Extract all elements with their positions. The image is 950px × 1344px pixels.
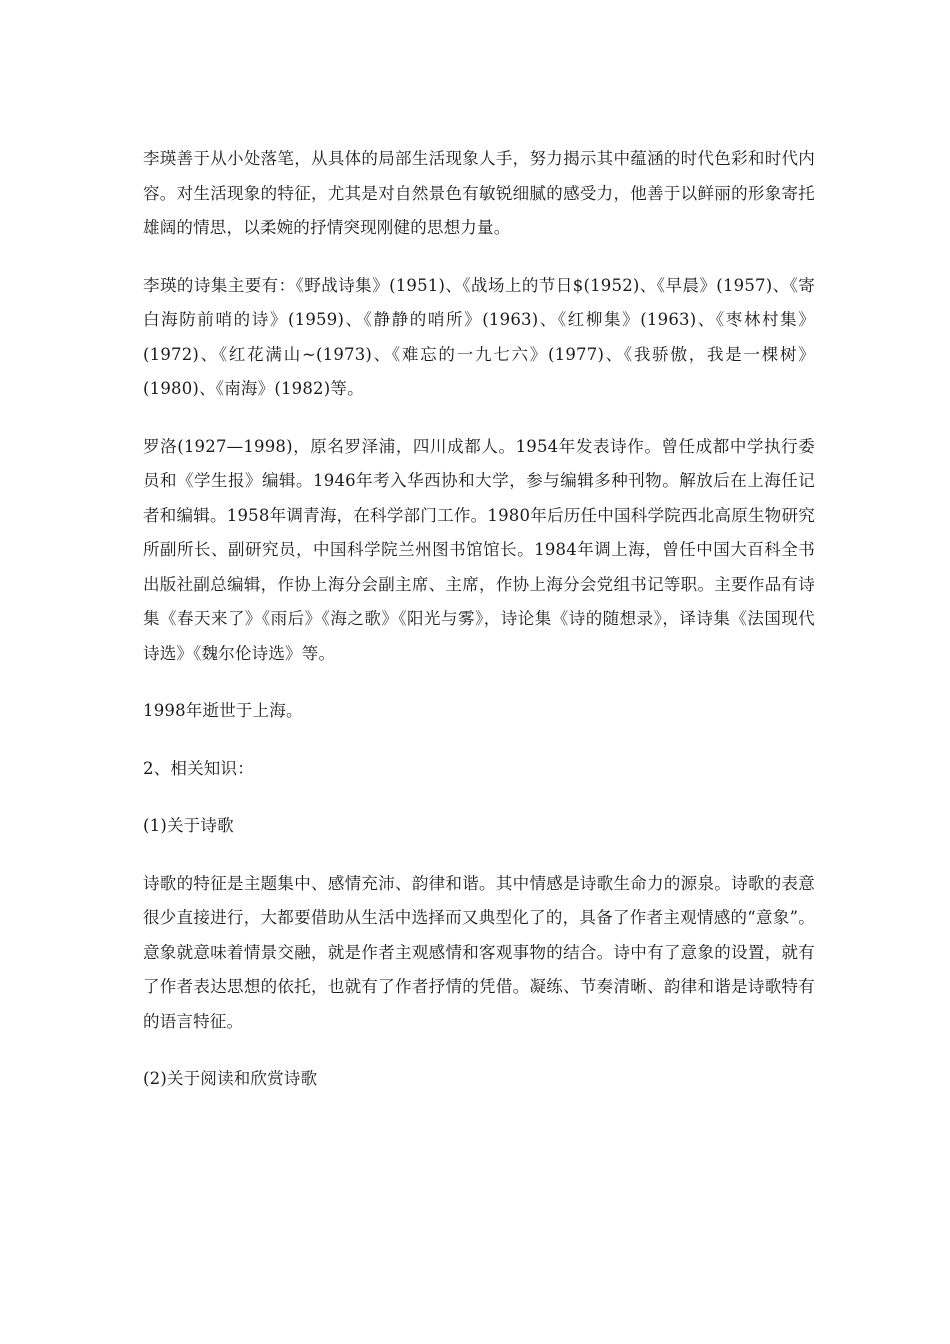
subheading-reading-poetry: (2)关于阅读和欣赏诗歌 — [143, 1069, 318, 1088]
section-heading-related-knowledge: 2、相关知识： — [143, 758, 254, 778]
paragraph-liying-style: 李瑛善于从小处落笔，从具体的局部生活现象人手，努力揭示其中蕴涵的时代色彩和时代内容。对生活现象的特征，尤其是对自然景色有敏锐细腻的感受力，他善于以鲜丽的形象寄托雄阔的情思，以柔婉的抒情突现刚健的思想力量。 — [143, 149, 815, 237]
paragraph-poetry-features: 诗歌的特征是主题集中、感情充沛、韵律和谐。其中情感是诗歌生命力的源泉。诗歌的表意很少直接进行，大都要借助从生活中选择而又典型化了的，具备了作者主观情感的“意象”。意象就意味着情景交融，就是作者主观感情和客观事物的结合。诗中有了意象的设置，就有了作者表达思想的依托，也就有了作者抒情的凭借。凝练、节奏清晰、韵律和谐是诗歌特有的语言特征。 — [143, 873, 815, 1031]
document-body — [143, 142, 815, 1120]
paragraph-luoluo-bio: 罗洛(1927—1998)，原名罗泽浦，四川成都人。1954年发表诗作。曾任成都中学执行委员和《学生报》编辑。1946年考入华西协和大学，参与编辑多种刊物。解放后在上海任记者和编辑。1958年调青海，在科学部门工作。1980年后历任中国科学院西北高原生物研究所副所长、副研究员，中国科学院兰州图书馆馆长。1984年调上海，曾任中国大百科全书出版社副总编辑，作协上海分会副主席、主席，作协上海分会党组书记等职。主要作品有诗集《春天来了》《雨后》《海之歌》《阳光与雾》，诗论集《诗的随想录》，译诗集《法国现代诗选》《魏尔伦诗选》等。 — [143, 436, 815, 663]
paragraph-liying-works: 李瑛的诗集主要有：《野战诗集》(1951)、《战场上的节日$(1952)、《早晨》(1957)、《寄白海防前哨的诗》(1959)、《静静的哨所》(1963)、《红柳集》(1963)、《枣林村集》(1972)、《红花满山~(1973)、《难忘的一九七六》(1977)、《我骄傲，我是一棵树》(1980)、《南海》(1982)等。 — [143, 275, 815, 398]
paragraph-luoluo-death: 1998年逝世于上海。 — [143, 701, 303, 720]
subheading-about-poetry: (1)关于诗歌 — [143, 816, 234, 835]
